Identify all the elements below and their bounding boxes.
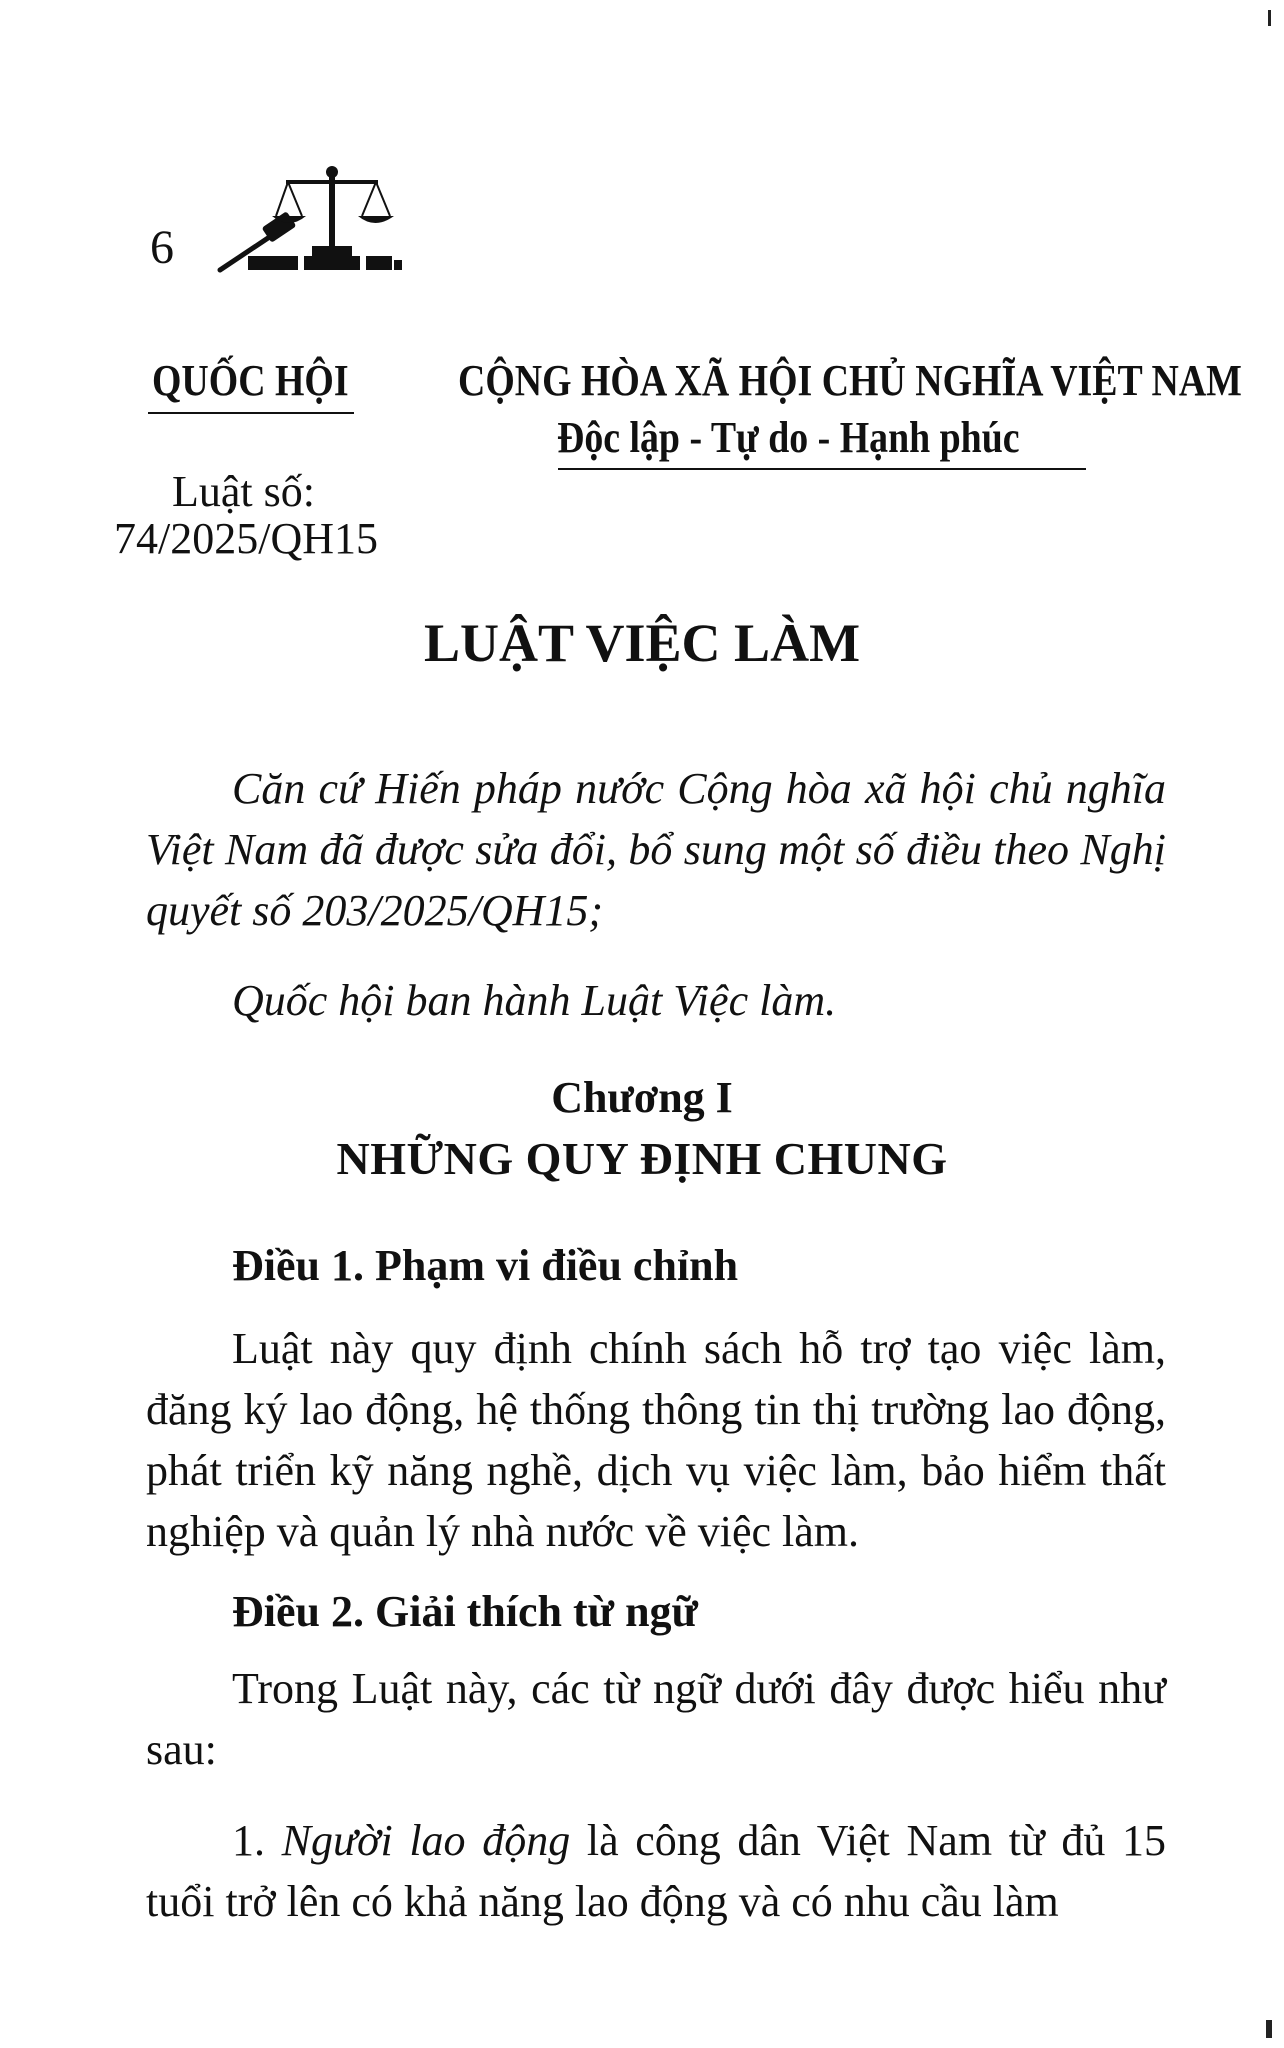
definition-text: là công dân Việt Nam từ đủ 15 tuổi trở lên có khả năng lao động và có nhu cầu làm: [146, 1816, 1167, 1926]
law-number-label: Luật số:: [172, 467, 315, 516]
law-number: 74/2025/QH15: [114, 514, 378, 563]
item-number: 1.: [232, 1816, 265, 1865]
preamble-enactment: Quốc hội ban hành Luật Việc làm.: [232, 976, 837, 1025]
scan-edge-mark: [1268, 10, 1271, 26]
national-motto-line2: Độc lập - Tự do - Hạnh phúc: [557, 413, 1020, 462]
issuing-body-underline: [148, 412, 354, 414]
article-2-item-1: [146, 1810, 1166, 1932]
scan-edge-mark: [1266, 2020, 1272, 2038]
article-2-intro: Trong Luật này, các từ ngữ dưới đây được hiểu như sau:: [146, 1664, 1166, 1774]
article-2-heading: Điều 2. Giải thích từ ngữ: [232, 1587, 698, 1636]
national-motto-line1: CỘNG HÒA XÃ HỘI CHỦ NGHĨA VIỆT NAM: [458, 356, 1242, 405]
issuing-body: QUỐC HỘI: [152, 356, 349, 405]
preamble-basis: Căn cứ Hiến pháp nước Cộng hòa xã hội chủ nghĩa Việt Nam đã được sửa đổi, bổ sung một số điều theo Nghị quyết số 203/2025/QH15;: [146, 764, 1166, 935]
chapter-number: Chương I: [551, 1073, 733, 1122]
defined-term: Người lao động: [281, 1816, 571, 1865]
article-1-text: Luật này quy định chính sách hỗ trợ tạo việc làm, đăng ký lao động, hệ thống thông tin thị trường lao động, phát triển kỹ năng nghề, dịch vụ việc làm, bảo hiểm thất nghiệp và quản lý nhà nước về việc làm.: [146, 1324, 1166, 1556]
page-number: 6: [150, 221, 174, 274]
document-title: LUẬT VIỆC LÀM: [423, 613, 861, 673]
chapter-name: NHỮNG QUY ĐỊNH CHUNG: [336, 1133, 948, 1184]
article-1-heading: Điều 1. Phạm vi điều chỉnh: [232, 1241, 739, 1290]
motto-underline: [558, 468, 1086, 470]
scales-of-justice-gavel-icon: [212, 158, 412, 278]
